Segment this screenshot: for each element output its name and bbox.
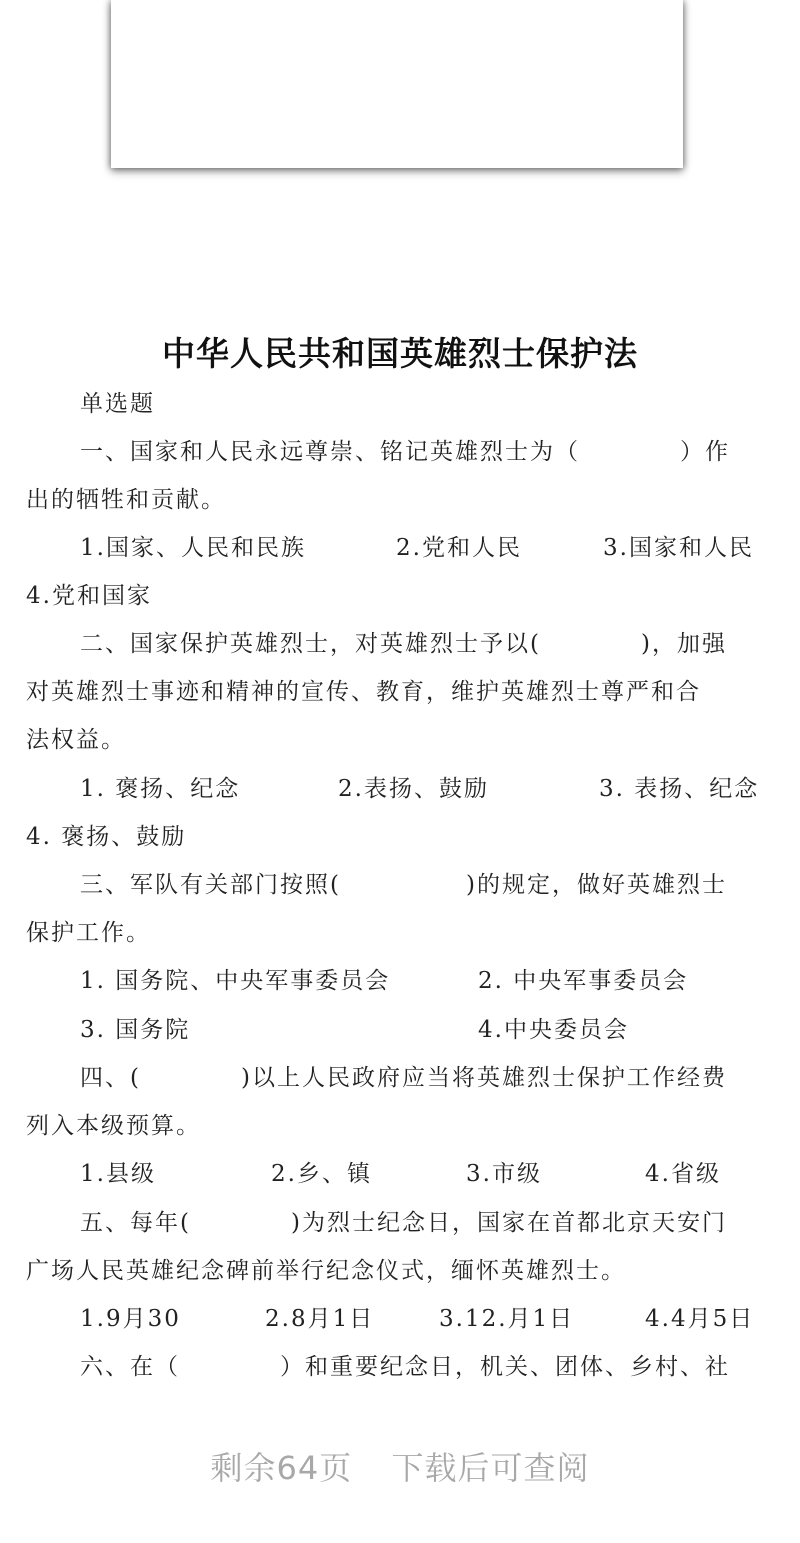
q3-option-1: 1. 国务院、中央军事委员会 — [80, 968, 391, 994]
q2-stem-line1: 二、国家保护英雄烈士，对英雄烈士予以( )，加强 — [80, 631, 727, 657]
q3-stem-line1: 三、军队有关部门按照( )的规定，做好英雄烈士 — [80, 872, 727, 898]
q3-option-4: 4.中央委员会 — [478, 1017, 629, 1043]
q4-stem-line1: 四、( )以上人民政府应当将英雄烈士保护工作经费 — [80, 1065, 727, 1091]
q2-stem-line3: 法权益。 — [26, 727, 126, 753]
download-prompt[interactable] — [0, 1443, 800, 1489]
q3-option-2: 2. 中央军事委员会 — [478, 968, 689, 994]
q5-option-1: 1.9月30 — [80, 1306, 181, 1332]
q4-option-3: 3.市级 — [466, 1161, 542, 1187]
q5-option-3: 3.12.月1日 — [439, 1306, 575, 1332]
document-title: 中华人民共和国英雄烈士保护法 — [162, 334, 638, 373]
q4-option-2: 2.乡、镇 — [271, 1161, 372, 1187]
q6-stem-line1: 六、在（ ）和重要纪念日，机关、团体、乡村、社 — [80, 1354, 730, 1380]
section-label: 单选题 — [80, 391, 155, 417]
q1-option-3: 3.国家和人民 — [603, 535, 754, 561]
q1-stem-line1: 一、国家和人民永远尊崇、铭记英雄烈士为（ ）作 — [80, 439, 730, 465]
q2-option-2: 2.表扬、鼓励 — [338, 776, 489, 802]
q3-option-3: 3. 国务院 — [80, 1017, 191, 1043]
previous-page-card — [111, 0, 683, 168]
remaining-pages-text[interactable]: 剩余64页 — [210, 1449, 353, 1487]
q1-option-1: 1.国家、人民和民族 — [80, 535, 306, 561]
q4-option-4: 4.省级 — [645, 1161, 721, 1187]
download-to-view-text[interactable]: 下载后可查阅 — [391, 1449, 590, 1487]
q4-stem-line2: 列入本级预算。 — [26, 1113, 201, 1139]
q5-option-4: 4.4月5日 — [645, 1306, 755, 1332]
q2-option-3: 3. 表扬、纪念 — [599, 776, 760, 802]
q1-option-2: 2.党和人民 — [396, 535, 522, 561]
q4-option-1: 1.县级 — [80, 1161, 156, 1187]
q3-stem-line2: 保护工作。 — [26, 920, 151, 946]
q5-stem-line2: 广场人民英雄纪念碑前举行纪念仪式，缅怀英雄烈士。 — [26, 1258, 626, 1284]
q2-option-4: 4. 褒扬、鼓励 — [26, 824, 187, 850]
q2-stem-line2: 对英雄烈士事迹和精神的宣传、教育，维护英雄烈士尊严和合 — [26, 679, 701, 705]
q2-option-1: 1. 褒扬、纪念 — [80, 776, 241, 802]
q5-stem-line1: 五、每年( )为烈士纪念日，国家在首都北京天安门 — [80, 1210, 727, 1236]
q1-option-4: 4.党和国家 — [26, 583, 152, 609]
q1-stem-line2: 出的牺牲和贡献。 — [26, 487, 226, 513]
q5-option-2: 2.8月1日 — [265, 1306, 375, 1332]
